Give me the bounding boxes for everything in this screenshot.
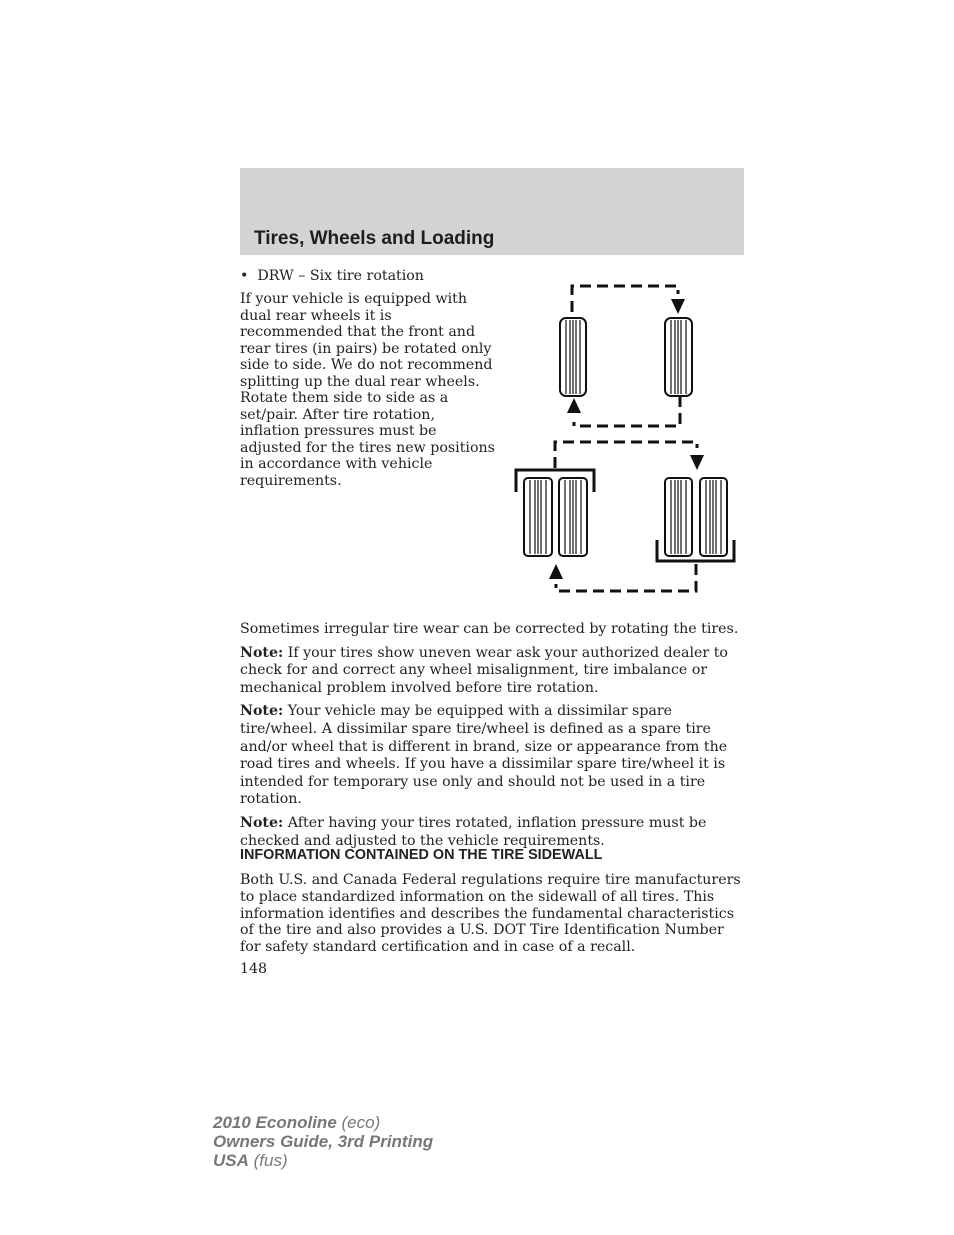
note-text: After having your tires rotated, inflation pressure must be checked and adjusted to the vehicle requirements. bbox=[240, 814, 707, 849]
note-text: Your vehicle may be equipped with a dissimilar spare tire/wheel. A dissimilar spare tire/wheel is defined as a spare tire and/or wheel that is different in brand, size or appearance from the road tires and wheels. If you have a dissimilar spare tire/wheel it is intended for temporary use only and should not be used in a tire rotation. bbox=[240, 703, 728, 808]
note-paragraph bbox=[240, 815, 746, 850]
page-number: 148 bbox=[240, 961, 268, 977]
footer-guide: Owners Guide, 3rd Printing bbox=[213, 1132, 434, 1151]
rear-rotation-path-bottom bbox=[556, 564, 696, 591]
section-heading: INFORMATION CONTAINED ON THE TIRE SIDEWALL bbox=[240, 847, 603, 863]
intro-paragraph: If your vehicle is equipped with dual rear wheels it is recommended that the front and rear tires (in pairs) be rotated only side to side. We do not recommend splitting up the dual rear wheels. Rotate them side to side as a set/pair. After tire rotation, inflation pressures must be adjusted for the tires new positions in accordance with vehicle requirements. bbox=[240, 291, 495, 489]
section-body: Both U.S. and Canada Federal regulations require tire manufacturers to place standardized information on the sidewall of all tires. This information identifies and describes the fundamental characteristics of the tire and also provides a U.S. DOT Tire Identification Number for safety standard certification and in case of a recall. bbox=[240, 872, 741, 956]
note-text: If your tires show uneven wear ask your authorized dealer to check for and correct any wheel misalignment, tire imbalance or mechanical problem involved before tire rotation. bbox=[240, 644, 728, 696]
page-title: Tires, Wheels and Loading bbox=[254, 228, 495, 249]
front-right-tire-icon bbox=[665, 318, 692, 396]
note-paragraph bbox=[240, 703, 746, 809]
front-left-tire-icon bbox=[560, 318, 586, 396]
bullet-marker: • bbox=[240, 268, 249, 284]
front-rotation-path-bottom bbox=[574, 396, 680, 426]
section-header-band bbox=[240, 168, 744, 255]
footer bbox=[213, 1113, 433, 1170]
arrow-down-icon bbox=[671, 299, 685, 314]
front-rotation-path-top bbox=[572, 286, 678, 312]
footer-model: 2010 Econoline bbox=[213, 1113, 337, 1132]
arrow-up-icon bbox=[567, 398, 581, 413]
paragraph-rotation: Sometimes irregular tire wear can be corrected by rotating the tires. bbox=[240, 621, 739, 637]
note-label: Note: bbox=[240, 814, 284, 831]
arrow-down-icon bbox=[690, 455, 704, 470]
note-paragraph bbox=[240, 645, 746, 698]
drw-six-tire-rotation-diagram bbox=[500, 278, 745, 596]
footer-region: USA bbox=[213, 1151, 249, 1170]
bullet-text: DRW – Six tire rotation bbox=[257, 268, 424, 284]
body-text bbox=[240, 621, 746, 850]
rear-left-dual-tire-icon bbox=[516, 470, 594, 556]
note-label: Note: bbox=[240, 703, 284, 720]
note-label: Note: bbox=[240, 644, 284, 661]
arrow-up-icon bbox=[549, 564, 563, 579]
rear-rotation-path-top bbox=[555, 442, 697, 468]
bullet-item bbox=[240, 268, 424, 285]
rear-right-dual-tire-icon bbox=[657, 478, 734, 561]
footer-region-code: (fus) bbox=[248, 1151, 288, 1170]
footer-model-code: (eco) bbox=[336, 1113, 381, 1132]
